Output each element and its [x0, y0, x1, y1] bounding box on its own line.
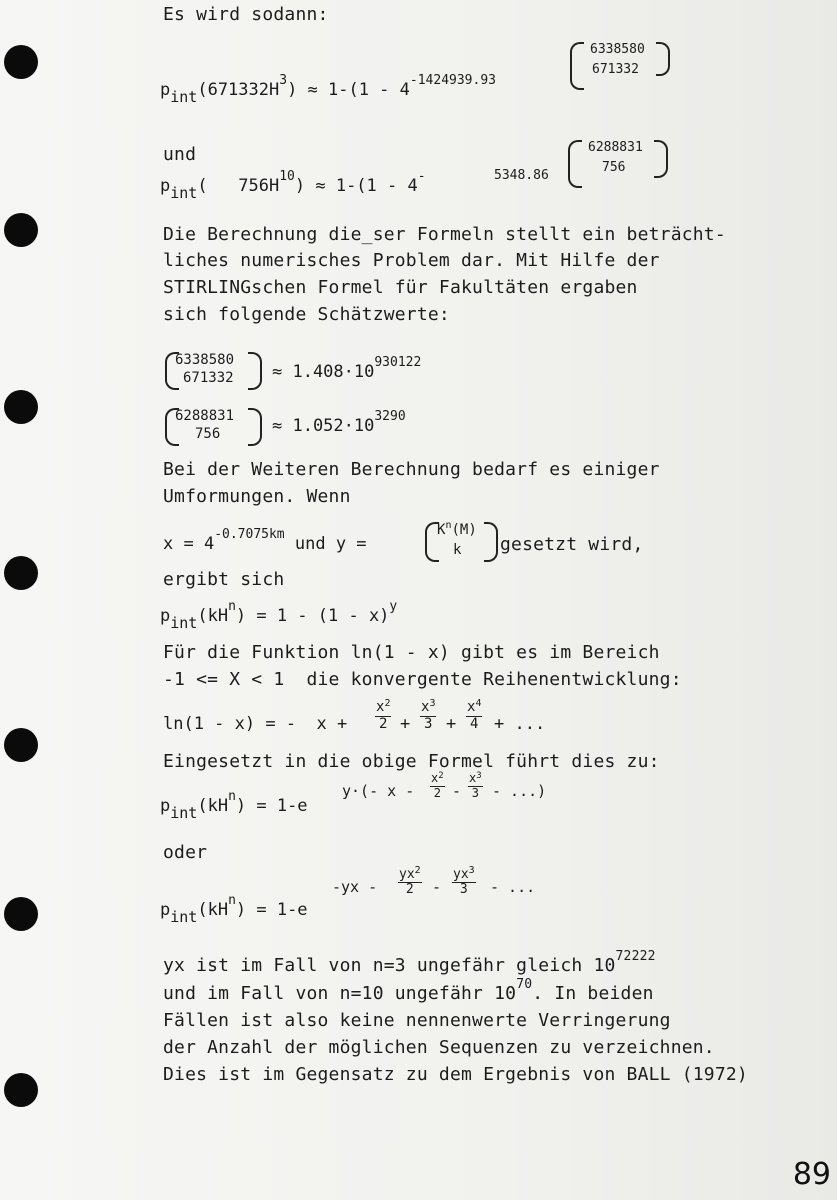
punch-hole — [4, 556, 38, 590]
minus-sign: - — [432, 878, 442, 896]
formula-pint-4: $pint(kH^n) = 1-e$ — [160, 789, 308, 822]
formula-pint-3: $pint(kH^n) = 1 - (1 - x)^y$ — [160, 599, 398, 632]
binom-paren-right — [248, 408, 262, 446]
plus-sign: + — [446, 714, 457, 734]
text-line: liches numerisches Problem dar. Mit Hilfe der — [163, 250, 660, 271]
punch-hole — [4, 1073, 38, 1107]
formula-pint-5: $pint(kH^n) = 1-e$ — [160, 893, 308, 926]
binom-top: 6338580 — [590, 42, 645, 57]
text-line: und — [163, 144, 197, 165]
fraction-x2: $\frac{x^2}{2}$ — [431, 771, 444, 800]
estimate-2: ≈ $1.052\cdot 10^{3290}$ — [272, 409, 406, 436]
text-line: und im Fall von n=10 ungefähr $10^{70}$. In beiden — [163, 977, 654, 1004]
binom-top: 6288831 — [588, 140, 643, 155]
formula-pint-1: $pint(671332H^3) \approx 1-(1 - 4^{-1424939.93}$ — [160, 73, 496, 106]
x-definition: $x = 4^{-0.7075km}$ und y = — [163, 527, 377, 554]
binom-bottom: k — [453, 542, 462, 558]
series-tail: - ...) — [492, 782, 547, 800]
text-line: Für die Funktion ln(1 - x) gibt es im Bereich — [163, 642, 660, 663]
text-line: ergibt sich — [163, 569, 285, 590]
fraction-x4: $\frac{x^4}{4}$ — [467, 698, 482, 732]
binom-top: $K^n(M)$ — [437, 520, 477, 538]
binom-paren-left — [568, 140, 582, 188]
binom-bottom: 756 — [195, 426, 221, 442]
text-line: Dies ist im Gegensatz zu dem Ergebnis von BALL (1972) — [163, 1064, 748, 1085]
text-line: Bei der Weiteren Berechnung bedarf es einiger — [163, 459, 660, 480]
text-line: yx ist im Fall von n=3 ungefähr gleich $10^{72222}$ — [163, 949, 656, 976]
text-line: Es wird sodann: — [163, 4, 329, 25]
text-line: der Anzahl der möglichen Sequenzen zu verzeichnen. — [163, 1037, 715, 1058]
fraction-x3: $\frac{x^3}{3}$ — [469, 771, 482, 800]
punch-hole — [4, 213, 38, 247]
binom-top: 6338580 — [175, 352, 235, 368]
text-line: Fällen ist also keine nennenwerte Verringerung — [163, 1010, 671, 1031]
punch-hole — [4, 390, 38, 424]
text-line: Umformungen. Wenn — [163, 486, 351, 507]
text-line: -1 <= X < 1 die konvergente Reihenentwicklung: — [163, 669, 682, 690]
binom-paren-right — [656, 42, 670, 76]
binom-top: 6288831 — [175, 408, 235, 424]
punch-hole — [4, 897, 38, 931]
binom-paren-left — [570, 42, 584, 90]
text-line: oder — [163, 842, 208, 863]
text-line: gesetzt wird, — [500, 534, 644, 555]
fraction-yx2: $\frac{yx^2}{2}$ — [399, 865, 421, 897]
series-tail: + ... — [494, 714, 546, 734]
text-line: STIRLINGschen Formel für Fakultäten ergaben — [163, 277, 638, 298]
series-tail: - ... — [490, 878, 536, 896]
plus-sign: + — [400, 714, 411, 734]
binom-paren-right — [654, 140, 668, 178]
punch-hole — [4, 728, 38, 762]
binom-paren-right — [248, 352, 262, 390]
text-line: Eingesetzt in die obige Formel führt dies zu: — [163, 751, 660, 772]
formula-pint-2: pint( $756H^{10}) \approx 1-(1 - 4^-$ — [160, 169, 426, 202]
page-number: 89 — [792, 1157, 831, 1192]
exponent-series-1: y·(- x - — [342, 782, 424, 800]
text-line: Die Berechnung die_ser Formeln stellt ein beträcht- — [163, 224, 726, 245]
estimate-1: ≈ $1.408\cdot 10^{930122}$ — [272, 355, 422, 382]
fraction-x3: $\frac{x^3}{3}$ — [421, 698, 436, 732]
fraction-yx3: $\frac{yx^3}{3}$ — [453, 865, 475, 897]
punch-hole — [4, 45, 38, 79]
formula-exponent: 5348.86 — [494, 168, 549, 183]
text-line: sich folgende Schätzwerte: — [163, 304, 450, 325]
exponent-series-2: -yx - — [332, 878, 387, 896]
binom-bottom: 671332 — [592, 62, 639, 77]
binom-paren-right — [484, 522, 498, 562]
fraction-x2: $\frac{x^2}{2}$ — [376, 698, 391, 732]
binom-bottom: 671332 — [183, 370, 234, 386]
minus-sign: - — [452, 782, 462, 800]
ln-series-lhs: ln(1 - x) = - x + — [163, 714, 358, 734]
binom-bottom: 756 — [602, 160, 626, 175]
